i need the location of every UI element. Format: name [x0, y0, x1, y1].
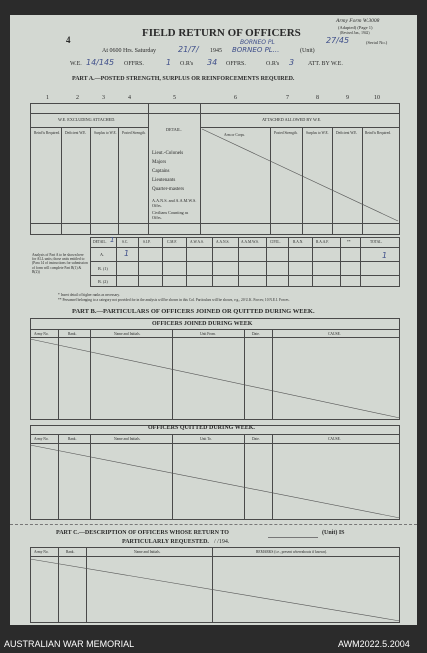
- analysis-ran: R.A.N.: [293, 240, 304, 244]
- analysis-civil: CIVIL.: [270, 240, 281, 244]
- column-number: 10: [374, 95, 380, 101]
- detail-header: DETAIL.: [166, 127, 182, 132]
- joined-col-unit-from: Unit From.: [200, 332, 216, 336]
- subcol-reinforcements-required: Reinf'ts Required.: [365, 131, 391, 135]
- analysis-aans: A.A.N.S.: [216, 240, 230, 244]
- return-date-handwritten: 21/7/: [178, 45, 199, 54]
- subcol-posted: Posted Strength.: [122, 131, 146, 135]
- part-c-requested: PARTICULARLY REQUESTED.: [122, 539, 209, 545]
- quitted-col-rank: Rank.: [68, 437, 77, 441]
- subcol-reinforcements: Reinf'ts Required.: [34, 131, 60, 135]
- analysis-note: Analysis of Part A to be shown here for ALL units; those units entitled to (Para 14 of instructions for submission of form will complete Part B(1) & B(2)): [32, 253, 88, 274]
- form-sheet: [10, 15, 417, 625]
- quitted-col-army-no: Army No.: [34, 437, 49, 441]
- part-c-unit-label: (Unit) IS: [322, 530, 345, 536]
- cancel-stroke: [200, 127, 400, 223]
- part-c-date: / /194.: [214, 539, 230, 545]
- part-a-heading: PART A.—POSTED STRENGTH, SURPLUS OR REINFORCEMENTS REQUIRED.: [72, 76, 295, 82]
- rank-quartermasters: Quarter-masters: [152, 187, 185, 192]
- column-number: 3: [102, 95, 105, 101]
- column-number: 4: [128, 95, 131, 101]
- we-label: W.E.: [70, 61, 82, 67]
- form-adapted: (Adapted) (Page 1): [338, 25, 373, 30]
- analysis-sip: S.I.P.: [143, 240, 151, 244]
- rank-civilians: Civilians Counting as Offrs.: [152, 210, 189, 220]
- subcol-surplus-we: Surplus to W.E.: [306, 131, 329, 135]
- hole-mark: 4: [66, 35, 71, 45]
- joined-col-cause: CAUSE.: [328, 332, 341, 336]
- quitted-col-name: Name and Initials.: [114, 437, 141, 441]
- part-c-col-name: Name and Initials.: [134, 550, 161, 554]
- serial-handwritten: 27/45: [326, 36, 350, 45]
- quitted-col-cause: CAUSE.: [328, 437, 341, 441]
- ors-label: O.R's: [180, 61, 194, 67]
- sc-handwritten: 1: [124, 249, 130, 258]
- joined-cancel-stroke: [30, 337, 400, 420]
- analysis-row-a: A.: [100, 252, 105, 257]
- footer-accession: AWM2022.5.2004: [338, 639, 410, 649]
- analysis-row-b2: B. (2): [98, 279, 108, 284]
- analysis-detail: DETAIL.: [93, 240, 107, 244]
- rank-lieut-colonels: Lieut.-Colonels: [152, 151, 184, 156]
- part-b-heading: PART B.—PARTICULARS OF OFFICERS JOINED OR QUITTED DURING WEEK.: [72, 308, 315, 315]
- column-number: 6: [234, 95, 237, 101]
- offrs-handwritten: 1: [166, 58, 172, 67]
- rank-captains: Captains: [152, 169, 170, 174]
- ors-handwritten: 34: [207, 58, 218, 67]
- att-label: ATT. BY W.E.: [308, 61, 343, 67]
- ors2-label: O.R's: [266, 61, 280, 67]
- subcol-surplus: Surplus to W.E.: [94, 131, 117, 135]
- return-unit-handwritten: BORNEO PL...: [232, 46, 280, 54]
- joined-col-name: Name and Initials.: [114, 332, 141, 336]
- analysis-other: **: [347, 240, 351, 244]
- offrs-label: OFFRS.: [124, 61, 144, 67]
- subcol-arm-corps: Arm or Corps.: [224, 133, 245, 137]
- attached-allowed: ATTACHED ALLOWED BY W.E.: [262, 117, 322, 122]
- quitted-heading: OFFICERS QUITTED DURING WEEK.: [148, 425, 255, 431]
- analysis-cmf: C.M.F.: [167, 240, 177, 244]
- part-c-heading: PART C.—DESCRIPTION OF OFFICERS WHOSE RETURN TO: [56, 530, 229, 536]
- subcol-deficient-we: Deficient W.E.: [336, 131, 358, 135]
- rank-lieutenants: Lieutenants: [152, 178, 176, 183]
- footnote-personnel: ** Personnel belonging to a category not provided for in the analysis will be shown in this Col. Particulars will be shown, e.g., 20 U.K. Forces; 10 N.E.I. Forces.: [58, 298, 290, 302]
- part-c-col-army-no: Army No.: [34, 550, 49, 554]
- we-handwritten: 14/145: [86, 58, 115, 67]
- we-excluding-attached: W.E. EXCLUDING ATTACHED.: [58, 117, 116, 122]
- footer-bar: [0, 635, 427, 653]
- footnote-higher-ranks: * Insert detail of higher ranks as necessary.: [58, 293, 120, 297]
- rank-aans: A.A.N.S. and A.A.M.W.S. Offrs.: [152, 198, 197, 208]
- subcol-posted-strength: Posted Strength.: [274, 131, 298, 135]
- top-unit-handwritten: BORNEO PL: [240, 39, 275, 46]
- rank-majors: Majors: [152, 160, 167, 165]
- quitted-cancel-stroke: [30, 443, 400, 520]
- column-number: 1: [46, 95, 49, 101]
- joined-col-rank: Rank.: [68, 332, 77, 336]
- footer-institution: AUSTRALIAN WAR MEMORIAL: [4, 639, 135, 649]
- serial-label: (Serial No.): [366, 40, 388, 45]
- perforation-line: [10, 524, 417, 525]
- analysis-aamws: A.A.M.W.S.: [241, 240, 259, 244]
- analysis-row-b1: B. (1): [98, 266, 108, 271]
- column-number: 9: [346, 95, 349, 101]
- joined-col-army-no: Army No.: [34, 332, 49, 336]
- analysis-sc: S.C.: [122, 240, 129, 244]
- form-number: Army Form W.3008: [336, 18, 380, 24]
- return-time-prefix: At 0600 Hrs. Saturday: [102, 48, 156, 54]
- ors2-handwritten: 3: [289, 58, 295, 67]
- column-number: 7: [286, 95, 289, 101]
- unit-label: (Unit): [300, 48, 315, 54]
- part-c-cancel-stroke: [30, 557, 400, 623]
- joined-heading: OFFICERS JOINED DURING WEEK: [152, 321, 253, 327]
- form-title: FIELD RETURN OF OFFICERS: [142, 27, 301, 39]
- subcol-deficient: Deficient W.E.: [65, 131, 87, 135]
- detail-handwritten: 1: [110, 236, 115, 244]
- return-year: 1945: [210, 48, 222, 54]
- form-revised: (Revised Jan., 1942): [340, 31, 370, 35]
- analysis-awas: A.W.A.S.: [190, 240, 204, 244]
- column-number: 5: [173, 95, 176, 101]
- offrs2-label: OFFRS.: [226, 61, 246, 67]
- quitted-col-date: Date.: [252, 437, 260, 441]
- column-number: 2: [76, 95, 79, 101]
- analysis-raaf: R.A.A.F.: [316, 240, 329, 244]
- part-c-col-remarks: REMARKS (i.e., present whereabouts if known).: [256, 550, 327, 554]
- column-number: 8: [316, 95, 319, 101]
- joined-col-date: Date.: [252, 332, 260, 336]
- part-c-col-rank: Rank.: [66, 550, 75, 554]
- total-handwritten: 1: [382, 251, 388, 260]
- quitted-col-unit-to: Unit To.: [200, 437, 212, 441]
- analysis-total: TOTAL.: [370, 240, 383, 244]
- analysis-table: [90, 237, 400, 287]
